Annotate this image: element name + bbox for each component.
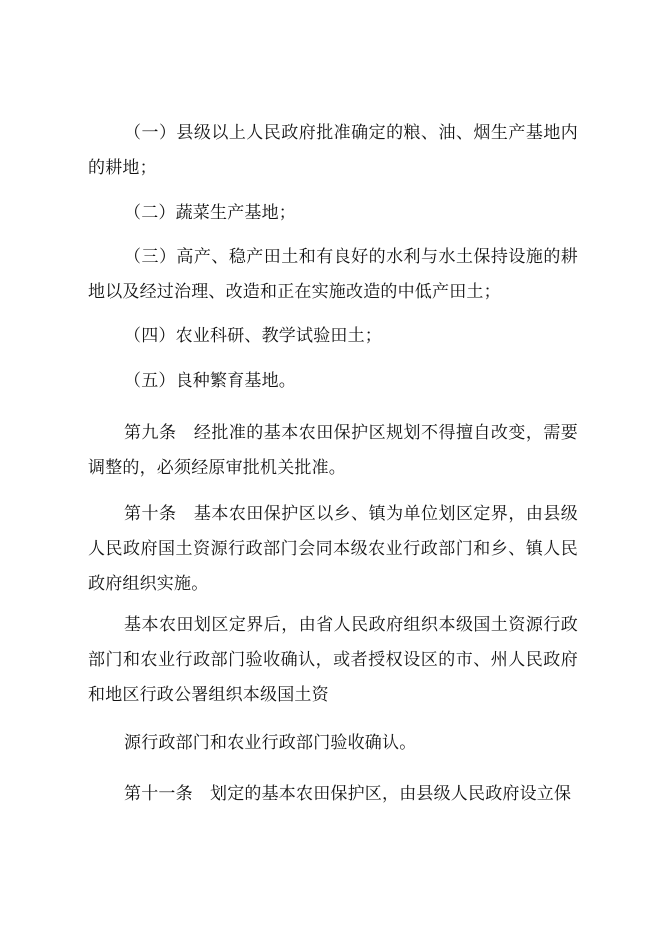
article-10-paragraph: 第十条 基本农田保护区以乡、镇为单位划区定界，由县级人民政府国土资源行政部门会同本级农业行政部门和乡、镇人民政府组织实施。 — [88, 504, 578, 594]
paragraph-item-2: （二）蔬菜生产基地； — [124, 203, 296, 223]
article-11-paragraph: 第十一条 划定的基本农田保护区，由县级人民政府设立保 — [124, 784, 572, 804]
paragraph-item-3: （三）高产、稳产田土和有良好的水利与水土保持设施的耕地以及经过治理、改造和正在实施改造的中低产田土； — [88, 247, 578, 302]
boundary-acceptance-paragraph: 基本农田划区定界后，由省人民政府组织本级国土资源行政部门和农业行政部门验收确认，或者授权设区的市、州人民政府和地区行政公署组织本级国土资 — [88, 615, 578, 705]
boundary-acceptance-continuation: 源行政部门和农业行政部门验收确认。 — [124, 733, 417, 753]
paragraph-item-4: （四）农业科研、教学试验田土； — [124, 326, 382, 346]
article-9-paragraph: 第九条 经批准的基本农田保护区规划不得擅自改变，需要调整的，必须经原审批机关批准。 — [88, 423, 578, 478]
paragraph-item-5: （五）良种繁育基地。 — [124, 371, 296, 391]
paragraph-item-1: （一）县级以上人民政府批准确定的粮、油、烟生产基地内的耕地； — [88, 123, 578, 178]
